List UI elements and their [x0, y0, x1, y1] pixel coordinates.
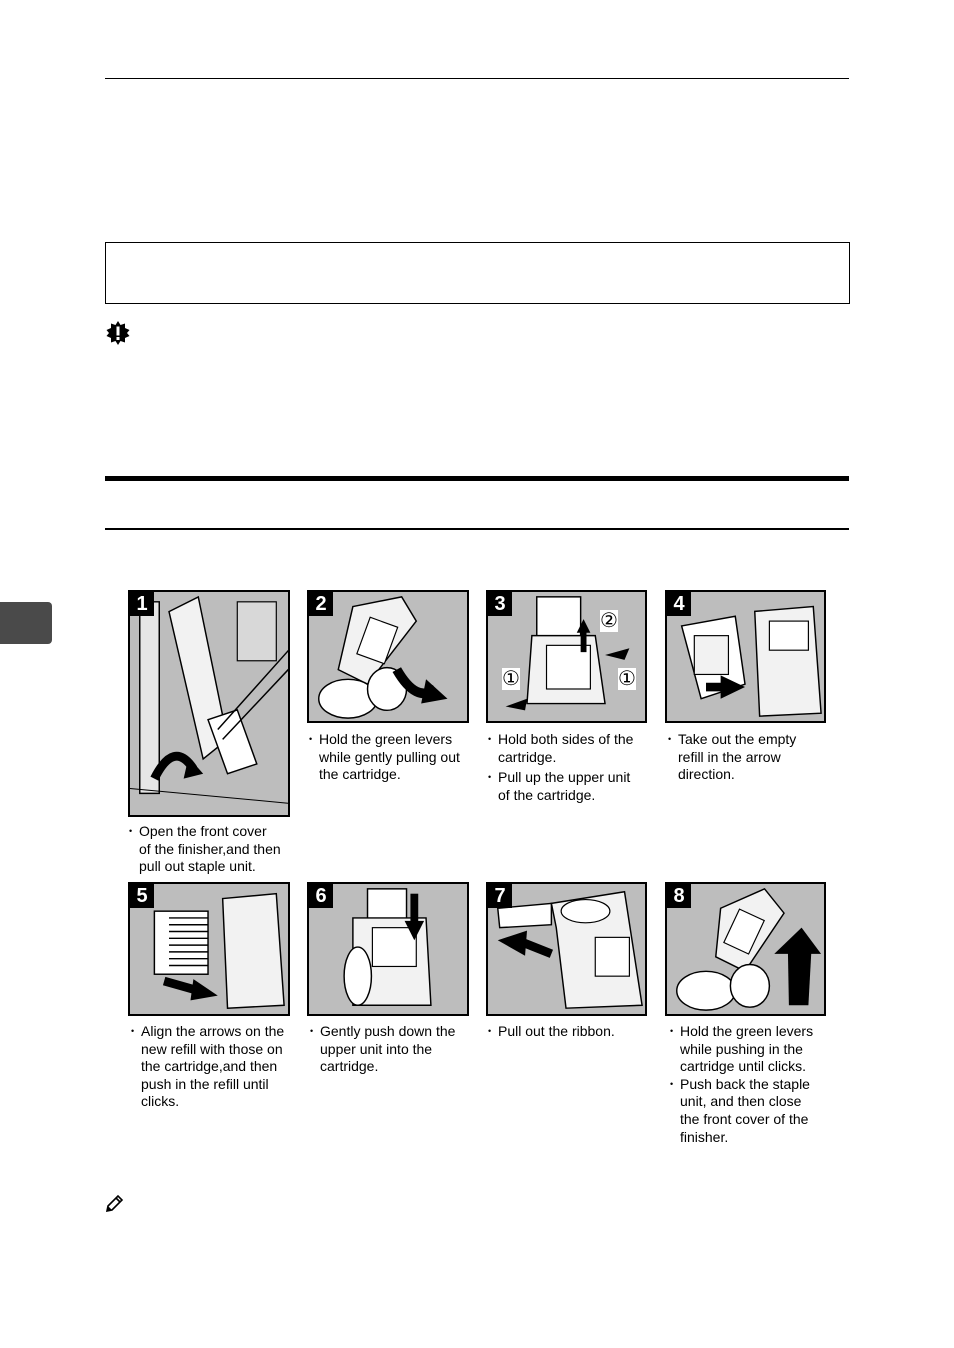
step-number: 8 [667, 884, 691, 908]
step-number: 5 [130, 884, 154, 908]
caption-text: • Open the front cover [139, 823, 267, 839]
caption-text: clicks. [141, 1093, 180, 1110]
section-rule-thin [105, 528, 849, 530]
step-1-illustration [128, 590, 290, 817]
chapter-tab [0, 602, 52, 644]
marker-one-left: ① [502, 668, 520, 690]
caption-text: while gently pulling out [319, 748, 460, 765]
header-rule [105, 78, 849, 79]
caption-text: new refill with those on [141, 1040, 283, 1057]
step-number: 2 [309, 592, 333, 616]
step-4-illustration [665, 590, 826, 723]
step-6-illustration [307, 882, 469, 1016]
step-number: 1 [130, 592, 154, 616]
caption-text: of the cartridge. [498, 786, 596, 803]
caption-text: cartridge. [320, 1058, 379, 1075]
step-3-caption [488, 731, 658, 804]
caption-item [488, 731, 658, 766]
step-7-illustration [486, 882, 647, 1016]
caption-item [309, 731, 479, 784]
caption-text: upper unit into the [320, 1040, 433, 1057]
caption-text: • Push back the staple [680, 1075, 810, 1092]
caption-item [670, 1023, 840, 1076]
caption-text: • Hold the green levers [680, 1023, 814, 1039]
step-5-caption [131, 1023, 301, 1111]
caption-text: push in the refill until [141, 1075, 269, 1092]
caption-text: • Pull out the ribbon. [498, 1023, 615, 1039]
caption-item [131, 1023, 301, 1111]
step-number: 3 [488, 592, 512, 616]
caption-text: unit, and then close [680, 1093, 802, 1110]
caption-text: • Hold the green levers [319, 731, 453, 747]
marker-two: ② [600, 610, 618, 632]
step-3-illustration [486, 590, 647, 723]
step-5-illustration [128, 882, 290, 1016]
caption-text: the front cover of the [680, 1110, 809, 1127]
caption-text: • Take out the empty [678, 731, 797, 747]
caption-text: • Align the arrows on the [141, 1023, 285, 1039]
caption-text: • Gently push down the [320, 1023, 456, 1039]
step-8-caption [670, 1023, 840, 1146]
caption-text: pull out staple unit. [139, 858, 256, 875]
caption-item [670, 1076, 840, 1146]
caption-text: finisher. [680, 1128, 729, 1145]
caption-text: cartridge until clicks. [680, 1058, 807, 1075]
caption-item [668, 731, 838, 784]
step-7-caption [488, 1023, 658, 1041]
caption-item [129, 823, 299, 876]
caption-text: the cartridge,and then [141, 1058, 278, 1075]
step-number: 4 [667, 592, 691, 616]
marker-one-right: ① [618, 668, 636, 690]
step-6-caption [310, 1023, 480, 1076]
step-number: 6 [309, 884, 333, 908]
notice-box [105, 242, 850, 304]
caption-text: direction. [678, 766, 735, 783]
caption-text: refill in the arrow [678, 748, 781, 765]
caption-text: the cartridge. [319, 766, 401, 783]
section-rule-thick [105, 476, 849, 481]
caption-text: cartridge. [498, 748, 557, 765]
step-8-illustration [665, 882, 826, 1016]
step-1-caption [129, 823, 299, 876]
important-icon [106, 321, 130, 345]
caption-text: of the finisher,and then [139, 840, 281, 857]
caption-item [310, 1023, 480, 1076]
caption-text: • Hold both sides of the [498, 731, 634, 747]
step-2-illustration [307, 590, 469, 723]
pencil-note-icon [104, 1192, 126, 1214]
caption-text: while pushing in the [680, 1040, 803, 1057]
caption-text: • Pull up the upper unit [498, 769, 631, 786]
step-2-caption [309, 731, 479, 784]
step-number: 7 [488, 884, 512, 908]
step-4-caption [668, 731, 838, 784]
caption-item [488, 769, 658, 804]
caption-item [488, 1023, 658, 1041]
